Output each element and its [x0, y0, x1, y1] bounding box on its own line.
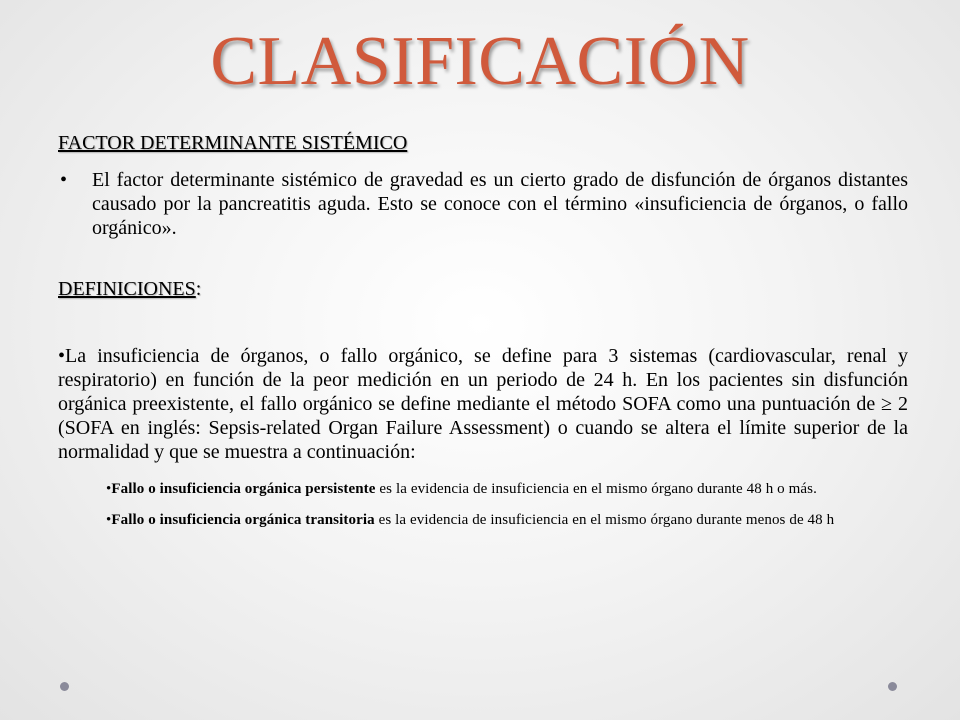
- heading-text-definiciones: DEFINICIONES: [58, 278, 196, 300]
- sub-bullet-bold-term: Fallo o insuficiencia orgánica transitoria: [111, 512, 375, 528]
- sub-bullet-text: es la evidencia de insuficiencia en el mismo órgano durante menos de 48 h: [374, 512, 835, 528]
- paragraph-definiciones: •La insuficiencia de órganos, o fallo orgánico, se define para 3 sistemas (cardiovascular, renal y respiratorio) en función de la peor medición en un periodo de 24 h. En los pacientes sin disfunción orgánica preexistente, el fallo orgánico se define mediante el método SOFA como una puntuación de ≥ 2 (SOFA en inglés: Sepsis-related Organ Failure Assessment) o cuando se altera el límite superior de la normalidad y que se muestra a continuación:: [58, 345, 908, 463]
- paragraph-text-factor: El factor determinante sistémico de gravedad es un cierto grado de disfunción de órganos distantes causado por la pancreatitis aguda. Esto se conoce con el término «insuficiencia de órganos, o fallo orgánico».: [92, 169, 908, 239]
- section-heading-definiciones: [58, 276, 908, 302]
- bullet-icon: •: [60, 169, 68, 191]
- sub-bullet-icon: •: [106, 481, 112, 497]
- bullet-paragraph-factor: [58, 168, 908, 240]
- sub-bullet-list: [58, 480, 908, 530]
- slide-content: [58, 130, 908, 542]
- sub-bullet-bold-term: Fallo o insuficiencia orgánica persistente: [111, 481, 376, 497]
- decorative-dot-left: [60, 682, 69, 691]
- sub-bullet-persistente: [106, 480, 908, 499]
- sub-bullet-icon: •: [106, 512, 112, 528]
- decorative-dot-right: [888, 682, 897, 691]
- section-heading-factor: FACTOR DETERMINANTE SISTÉMICO: [58, 132, 408, 154]
- sub-bullet-text: es la evidencia de insuficiencia en el mismo órgano durante 48 h o más.: [375, 481, 817, 497]
- sub-bullet-transitoria: [106, 511, 908, 530]
- slide-title: CLASIFICACIÓN: [210, 23, 750, 100]
- heading-suffix: :: [195, 278, 202, 300]
